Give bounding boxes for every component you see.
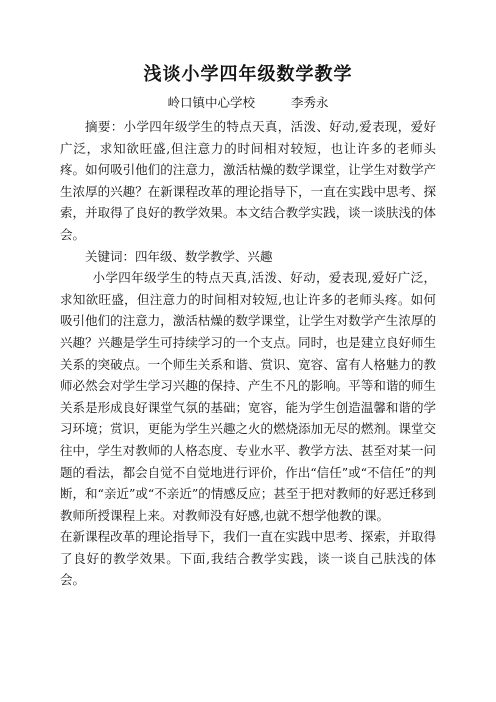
author-name: 李秀永 xyxy=(291,95,329,110)
school-name: 岭口镇中心学校 xyxy=(167,95,255,110)
document-body xyxy=(60,116,436,591)
closing-paragraph: 在新课程改革的理论指导下，我们一直在实践中思考、探索，并取得了良好的教学效果。下面,我结合教学实践，谈一谈自己肤浅的体会。 xyxy=(60,529,436,588)
abstract-paragraph: 摘要：小学四年级学生的特点天真，活泼、好动,爱表现，爱好广泛，求知欲旺盛,但注意力的时间相对较短，也让许多的老师头疼。如何吸引他们的注意力，激活枯燥的数学课堂，让学生对数学产生浓厚的兴趣？在新课程改革的理论指导下，一直在实践中思考、探索，并取得了良好的教学效果。本文结合教学实践，谈一谈肤浅的体会。 xyxy=(60,119,436,242)
body-paragraph: 小学四年级学生的特点天真,活泼、好动，爱表现,爱好广泛，求知欲旺盛，但注意力的时间相对较短,也让许多的老师头疼。如何吸引他们的注意力，激活枯燥的数学课堂，让学生对数学产生浓厚的兴趣？兴趣是学生可持续学习的一个支点。同时，也是建立良好师生关系的突破点。一个师生关系和谐、赏识、宽容、富有人格魅力的教师必然会对学生学习兴趣的保持、产生不凡的影响。平等和谐的师生关系是形成良好课堂气氛的基础；宽容，能为学生创造温馨和谐的学习环境；赏识，更能为学生兴趣之火的燃烧添加无尽的燃剂。课堂交往中，学生对教师的人格态度、专业水平、教学方法、甚至对某一问题的看法，都会自觉不自觉地进行评价，作出“信任”或“不信任”的判断，和“亲近”或“不亲近”的情感反应；甚至于把对教师的好恶迁移到教师所授课程上来。对教师没有好感,也就不想学他教的课。 xyxy=(60,270,436,523)
document-title: 浅谈小学四年级数学教学 xyxy=(143,64,353,85)
keywords-line: 关键词：四年级、数学教学、兴趣 xyxy=(85,248,273,264)
author-line xyxy=(0,93,496,111)
